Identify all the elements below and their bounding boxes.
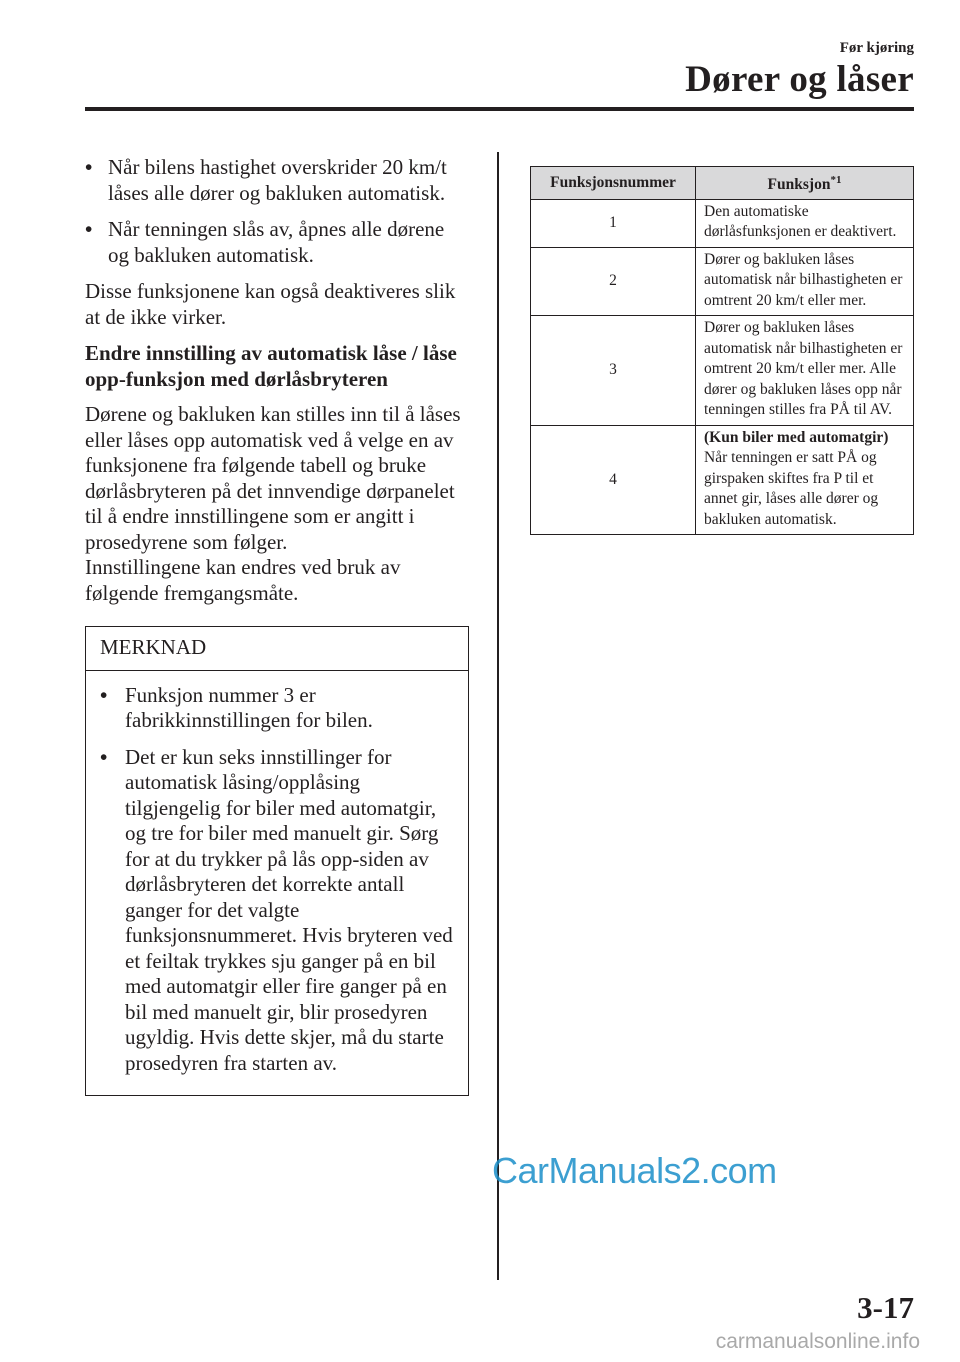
section-label: Før kjøring (839, 40, 914, 56)
note-body (86, 671, 468, 1096)
note-bullet (100, 683, 454, 734)
bullet-item (85, 155, 470, 206)
function-qualifier: (Kun biler med automatgir) (704, 428, 889, 446)
function-table (530, 166, 914, 535)
footnote-marker: *1 (830, 174, 842, 186)
note-bullet-text: Det er kun seks innstillinger for automatisk låsing/opplåsing tilgjengelig for biler med automatgir, og tre for biler med manuelt gir. Sørg for at du trykker på lås opp-siden av dørlåsbryteren det korrekte antall ganger for det valgte funksjonsnummeret. Hvis bryteren ved et feiltak trykkes sju ganger på en bil med automatgir eller fire ganger på en bil med manuelt gir, blir prosedyren ugyldig. Hvis dette skjer, må du starte prosedyren fra starten av. (125, 744, 453, 1075)
column-divider (497, 152, 499, 1280)
bullet-item (85, 217, 470, 268)
paragraph: Dørene og bakluken kan stilles inn til å låses eller låses opp automatisk ved å velge en av funksjonene fra følgende tabell og bruke dørlåsbryteren på det innvendige dørpanelet til å endre innstillingene som er angitt i prosedyrene som følger. (85, 402, 461, 554)
function-number: 1 (531, 199, 696, 247)
bullet-dot-icon: • (100, 682, 108, 707)
footer-watermark: carmanualsonline.info (715, 1330, 920, 1353)
function-description: Når tenningen er satt PÅ og girspaken skiftes fra P til et annet gir, låses alle dører og bakluken automatisk. (704, 449, 879, 528)
function-number: 2 (531, 247, 696, 316)
subheading: Endre innstilling av automatisk låse / låse opp-funksjon med dørlåsbryteren (85, 341, 457, 391)
table-row (531, 247, 914, 316)
chapter-title: Dører og låser (685, 59, 914, 100)
function-number: 4 (531, 425, 696, 535)
header-function-label: Funksjon (767, 176, 831, 194)
bullet-dot-icon: • (100, 744, 108, 769)
header-rule (85, 107, 914, 111)
function-description: Den automatiske dørlåsfunksjonen er deaktivert. (696, 199, 914, 247)
note-bullet (100, 745, 454, 1077)
header-function-number: Funksjonsnummer (531, 167, 696, 200)
header-function (696, 167, 914, 200)
bullet-dot-icon: • (85, 217, 93, 241)
table-row (531, 199, 914, 247)
bullet-text: Når bilens hastighet overskrider 20 km/t låses alle dører og bakluken automatisk. (108, 155, 447, 205)
table-header-row (531, 167, 914, 200)
table-row (531, 316, 914, 426)
function-description-cell (696, 425, 914, 535)
function-description: Dører og bakluken låses automatisk når bilhastigheten er omtrent 20 km/t eller mer. Alle dører og bakluken låses opp når tenningen stilles fra PÅ til AV. (696, 316, 914, 426)
watermark-logo: CarManuals2.com (492, 1150, 777, 1191)
bullet-text: Når tenningen slås av, åpnes alle dørene og bakluken automatisk. (108, 217, 445, 267)
function-description: Dører og bakluken låses automatisk når bilhastigheten er omtrent 20 km/t eller mer. (696, 247, 914, 316)
function-number: 3 (531, 316, 696, 426)
note-bullet-text: Funksjon nummer 3 er fabrikkinnstillingen for bilen. (125, 682, 373, 732)
page-number: 3-17 (857, 1290, 914, 1325)
paragraph: Innstillingene kan endres ved bruk av følgende fremgangsmåte. (85, 555, 401, 605)
paragraph: Disse funksjonene kan også deaktiveres slik at de ikke virker. (85, 279, 456, 329)
table-row (531, 425, 914, 535)
note-title: MERKNAD (86, 627, 468, 671)
note-box (85, 626, 469, 1096)
bullet-dot-icon: • (85, 155, 93, 179)
left-column (85, 155, 470, 1096)
